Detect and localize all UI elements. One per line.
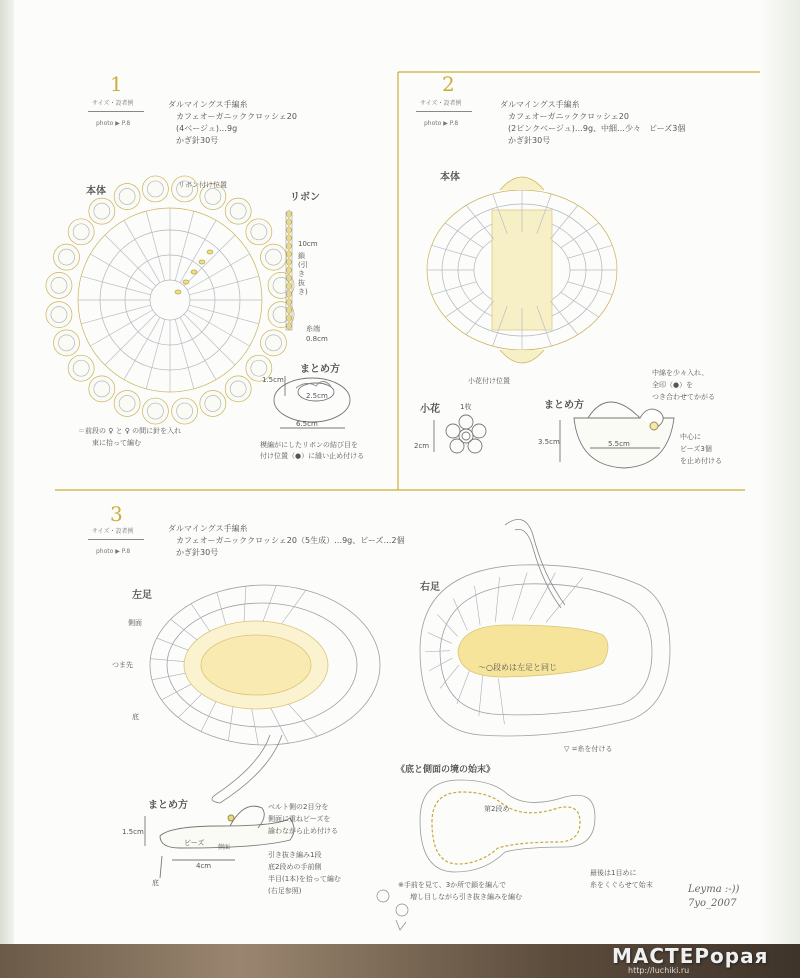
section-3-beads-label: ビーズ — [184, 839, 205, 847]
section-1-yarn-brand: ダルマイングス手編糸 — [168, 100, 248, 109]
section-2-note-beads-c: を止め付ける — [680, 457, 722, 465]
section-3-toe-label: つま先 — [112, 661, 133, 669]
section-3-dim-4: 4cm — [196, 862, 212, 870]
section-2-flower-position: 小花付け位置 — [468, 377, 510, 385]
section-3-note-belt-b: 側面に重ねビーズを — [268, 815, 331, 823]
section-1-ribbon-position: リボン付け位置 — [178, 181, 227, 189]
section-2-note-beads-b: ビーズ3個 — [680, 445, 712, 453]
section-2-flower-count: 1枚 — [460, 403, 472, 411]
section-1-photo-ref: photo ▶ P.8 — [96, 120, 131, 127]
section-1-meta-divider — [88, 111, 144, 112]
section-1-note-stitch-b: 束に拾って編む — [92, 439, 141, 447]
section-3-hook: かぎ針30号 — [176, 548, 219, 557]
section-2-flower-label: 小花 — [420, 404, 440, 415]
section-3-sole-label: 底 — [132, 713, 139, 721]
section-1-note-ribbon-b: 付け位置（●）に縫い止め付ける — [260, 452, 365, 460]
section-3-note-increase-b: 増し目しながら引き抜き編みを編む — [410, 893, 522, 901]
section-3-size-meta: サイズ・設者例 — [92, 528, 134, 535]
watermark-url: http://luchiki.ru — [628, 966, 690, 975]
section-1-number: 1 — [110, 72, 123, 96]
section-2-body-label: 本体 — [440, 172, 460, 183]
doily-chart — [46, 176, 294, 424]
section-1-note-ribbon-a: 模編がにしたリボンの結び目を — [260, 441, 358, 449]
section-1-hook: かぎ針30号 — [176, 136, 219, 145]
section-2-assembly-label: まとめ方 — [544, 400, 584, 411]
section-3-assembly-label: まとめ方 — [148, 800, 188, 811]
signature-line-2: 7yo_2007 — [688, 898, 737, 909]
section-3-round-2: 第2段め — [484, 805, 510, 813]
section-2-yarn-brand: ダルマイングス手編糸 — [500, 100, 580, 109]
section-2-note-stuff-c: つき合わせてかがる — [652, 393, 715, 401]
section-1-note-stitch-a: ＝前段の ♀ と ♀ の間に針を入れ — [78, 427, 182, 435]
section-3-yarn-brand: ダルマイングス手編糸 — [168, 524, 248, 533]
watermark-logo: МАСТЕРорая — [612, 944, 769, 968]
section-3-right-foot-label: 右足 — [420, 582, 440, 593]
section-2-size-meta: サイズ・設者例 — [420, 100, 462, 107]
section-1-dim-1-5: 1.5cm — [262, 376, 284, 384]
section-3-note-belt-c: 諭わながら止め付ける — [268, 827, 338, 835]
section-1-yarn-name: カフェオーガニッククロッシェ20 — [176, 112, 297, 121]
section-3-note-belt-a: ベルト側の2目分を — [268, 803, 329, 811]
section-3-side-small: 側面 — [218, 844, 231, 851]
section-3-side-label: 側面 — [128, 619, 142, 627]
section-3-note-finish-a: 最後は1目めに — [590, 869, 637, 877]
section-2-dim-5-5: 5.5cm — [608, 440, 630, 448]
section-2-dim-3-5: 3.5cm — [538, 438, 560, 446]
section-3-note-finish-b: 糸をくぐらせて始末 — [590, 881, 653, 889]
section-1-ribbon-length: 10cm — [298, 240, 318, 248]
section-2-meta-divider — [416, 111, 472, 112]
section-1-ribbon-end-label: 糸端 — [306, 325, 320, 333]
section-2-note-stuff-a: 中綿を少々入れ、 — [652, 369, 709, 377]
section-1-yarn-color: (4ベージュ)…9g — [176, 124, 238, 133]
section-1-dim-6-5: 6.5cm — [296, 420, 318, 428]
section-1-ribbon-label: リボン — [290, 192, 320, 203]
section-2-note-stuff-b: 全印（●）を — [652, 381, 694, 389]
section-1-size-meta: サイズ・設者例 — [92, 100, 134, 107]
section-1-dim-2-5: 2.5cm — [306, 392, 328, 400]
section-3-note-slip-a: 引き抜き編み1段 — [268, 851, 322, 859]
section-2-dim-2cm: 2cm — [414, 442, 430, 450]
section-3-note-increase-a: ※手前を見て、3か所で鎖を編んで — [398, 881, 507, 889]
section-3-note-slip-d: (右足参照) — [268, 887, 302, 895]
section-1-assembly-label: まとめ方 — [300, 364, 340, 375]
section-2-yarn-color: (2ピンクベージュ)…9g、中細…少々 ビーズ3個 — [508, 124, 686, 133]
section-3-sole-small: 底 — [152, 879, 159, 887]
section-3-left-foot-label: 左足 — [132, 590, 152, 601]
section-2-hook: かぎ針30号 — [508, 136, 551, 145]
section-1-body-label: 本体 — [86, 186, 106, 197]
section-3-yarn-name: カフェオーガニッククロッシェ20（5生成）…9g、ビーズ…2個 — [176, 536, 405, 545]
section-3-dim-1-5: 1.5cm — [122, 828, 144, 836]
coin-purse-chart — [427, 177, 617, 363]
section-1-ribbon-width: 0.8cm — [306, 335, 328, 343]
section-3-photo-ref: photo ▶ P.8 — [96, 548, 131, 555]
section-2-photo-ref: photo ▶ P.8 — [424, 120, 459, 127]
signature-line-1: Leyma :-)) — [688, 884, 740, 895]
section-3-number: 3 — [110, 502, 123, 526]
section-3-thread-note: ▽ =糸を付ける — [564, 745, 613, 753]
section-2-number: 2 — [442, 72, 455, 96]
section-1-ribbon-note: 鎖(引き抜き) — [298, 252, 308, 296]
section-2-yarn-name: カフェオーガニッククロッシェ20 — [508, 112, 629, 121]
section-3-note-slip-c: 半目(1本)を拾って編む — [268, 875, 341, 883]
section-3-boundary-title: 《底と側面の境の始末》 — [396, 765, 496, 775]
section-2-note-beads-a: 中心に — [680, 433, 701, 441]
section-3-note-slip-b: 底2段めの手前側 — [268, 863, 322, 871]
section-3-meta-divider — [88, 539, 144, 540]
section-3-center-note: 〜○段めは左足と同じ — [478, 663, 557, 672]
